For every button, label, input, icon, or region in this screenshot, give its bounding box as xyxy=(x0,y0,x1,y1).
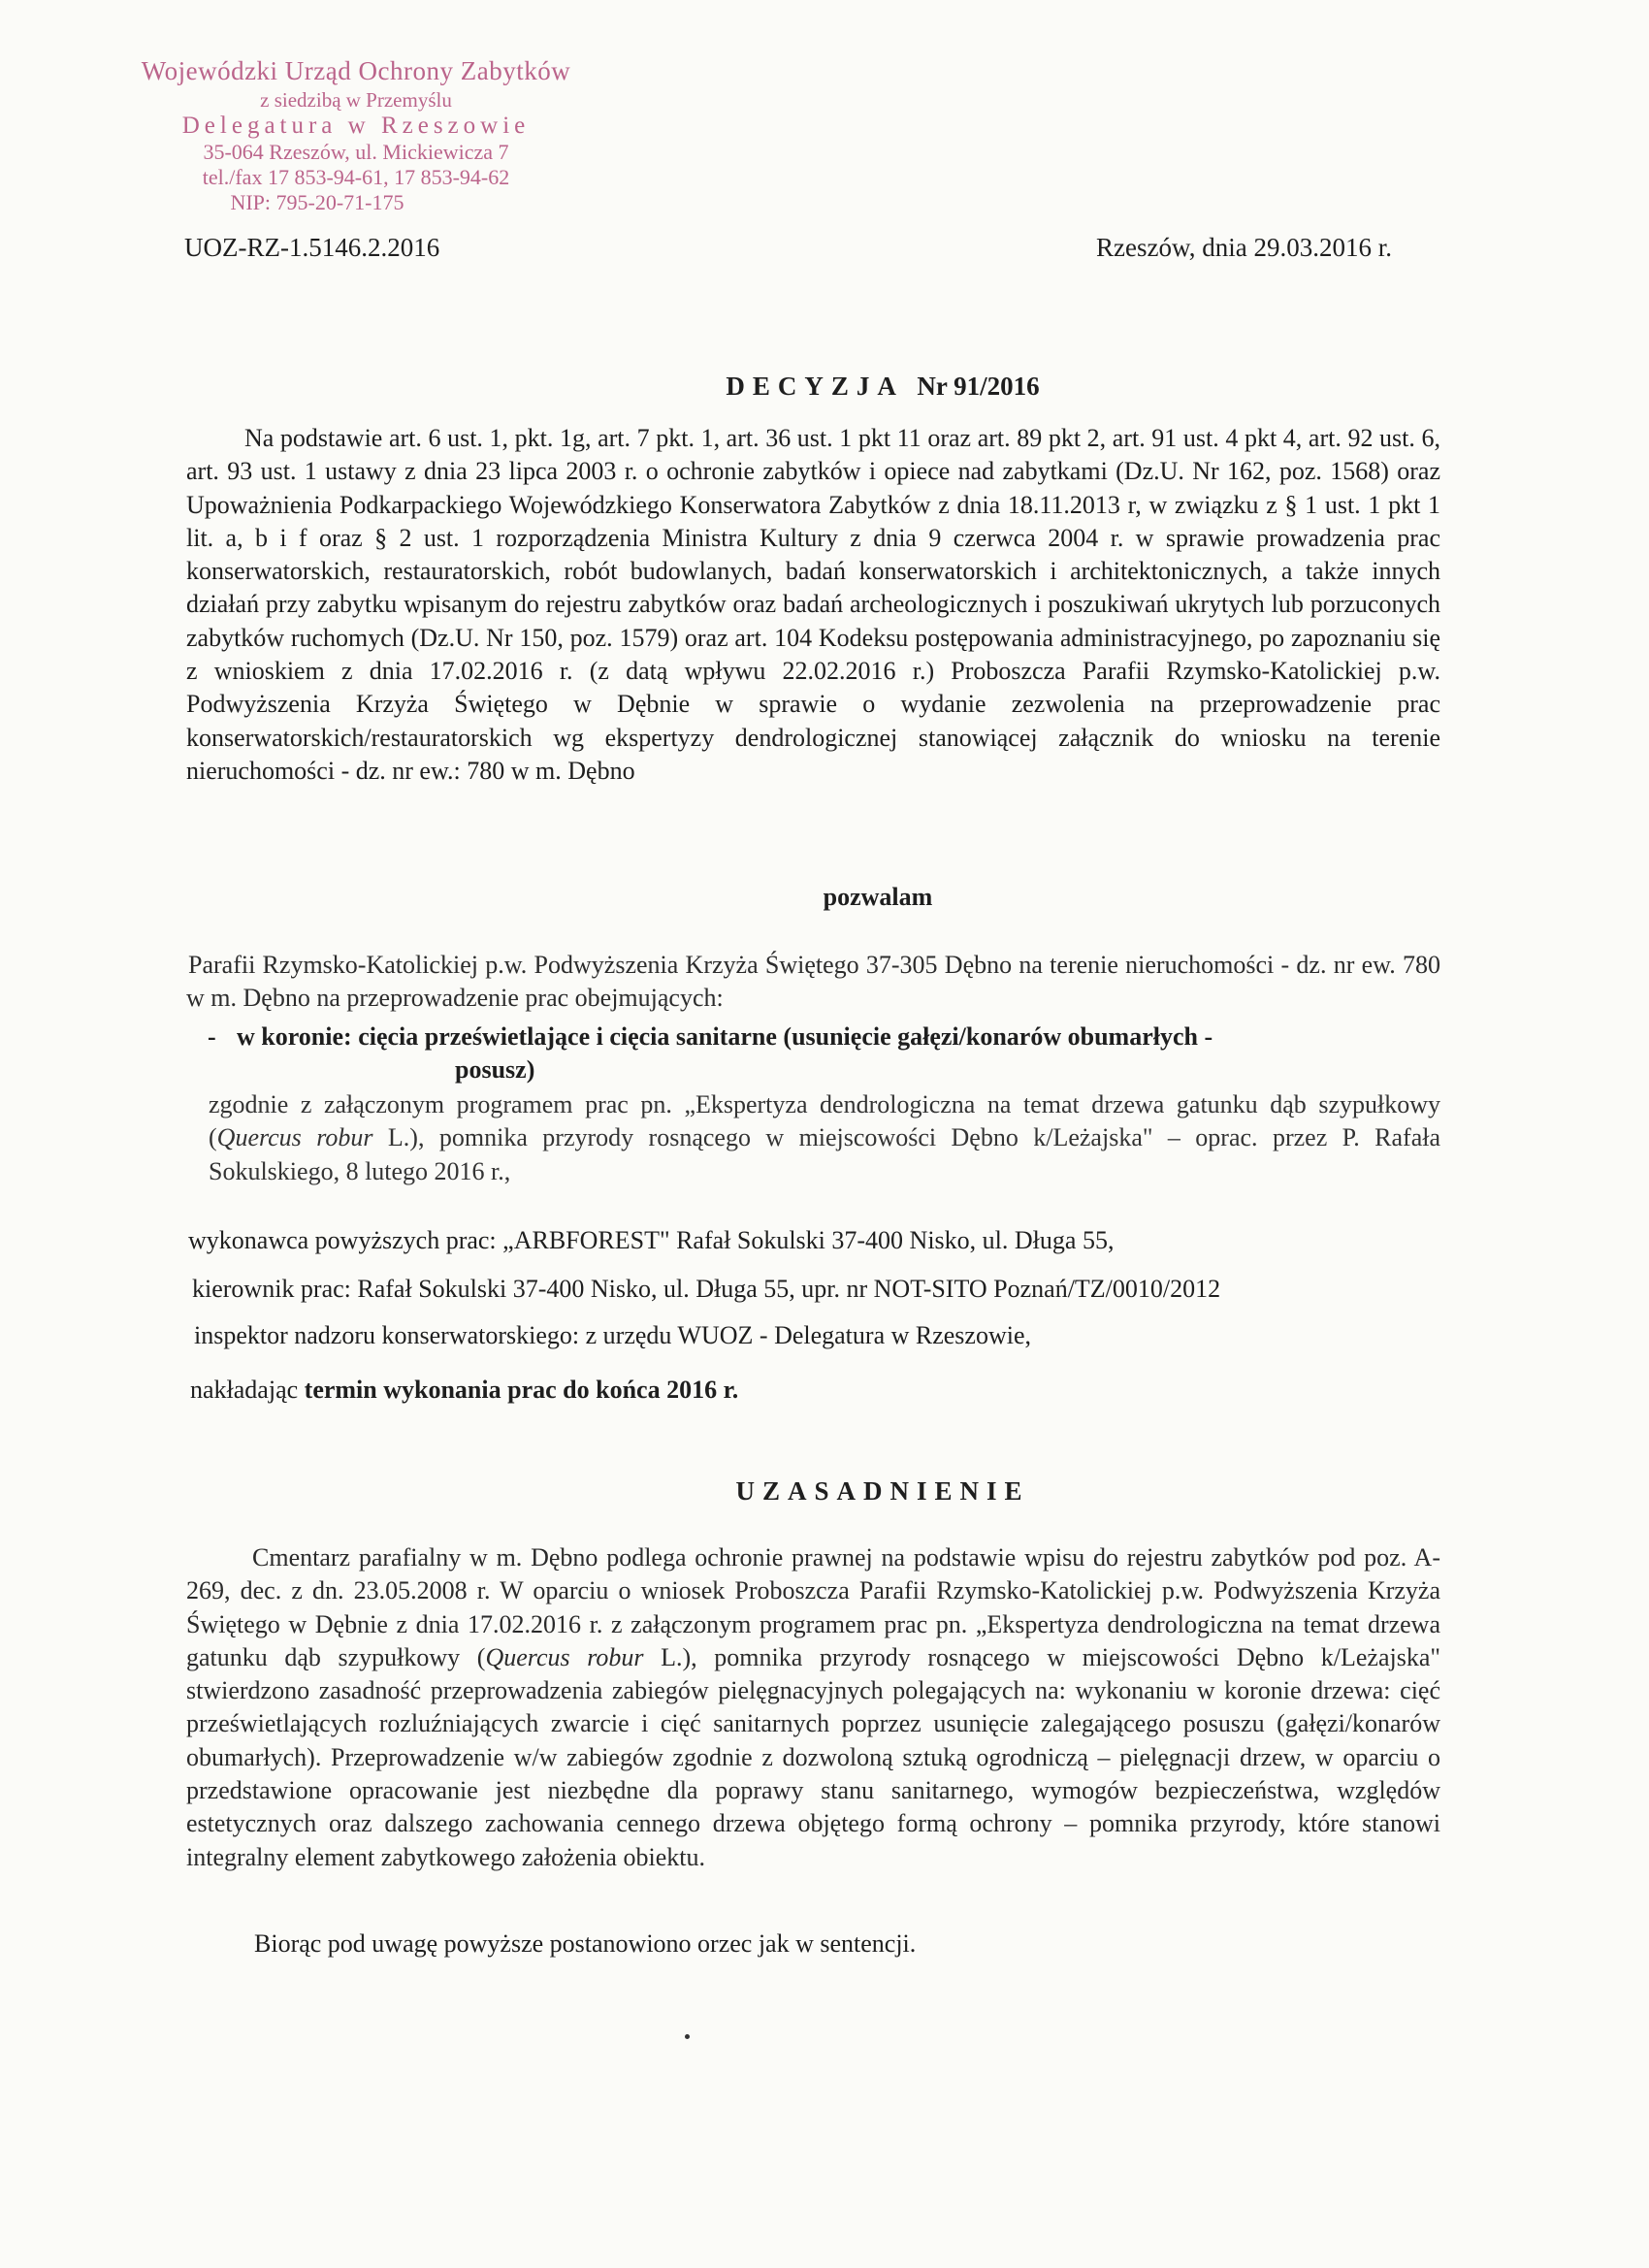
scan-mark xyxy=(685,2034,690,2039)
stamp-line: tel./fax 17 853-94-61, 17 853-94-62 xyxy=(202,165,510,189)
justification-paragraph xyxy=(186,1541,1440,1874)
inspector-line xyxy=(194,1321,1031,1350)
decision-title-word: DECYZJA xyxy=(726,372,904,401)
program-text: L.), pomnika przyrody rosnącego w miejscowości Dębno k/Leżajska" – oprac. przez P. Rafała Sokulskiego, 8 lutego 2016 r., xyxy=(209,1123,1441,1185)
manager-label: kierownik prac: xyxy=(192,1275,358,1303)
latin-species-name: Quercus robur xyxy=(485,1642,644,1671)
term-line xyxy=(190,1376,738,1405)
manager-value: Rafał Sokulski 37-400 Nisko, ul. Długa 55, upr. nr NOT-SITO Poznań/TZ/0010/2012 xyxy=(357,1275,1221,1303)
stamp-line: z siedzibą w Przemyślu xyxy=(260,88,452,112)
justification-text: L.), pomnika przyrody rosnącego w miejscowości Dębno k/Leżajska" stwierdzono zasadność przeprowadzenia zabiegów pielęgnacyjnych polegających na: wykonaniu w koronie drzewa: cięć prześwietlających rozluźniających zwarcie i cięć sanitarnych poprzez usunięcie zalegającego posuszu (gałęzi/konarów obumarłych). Przeprowadzenie w/w zabiegów zgodnie z dozwoloną sztuką ogrodniczą – pielęgnacji drzew, w oparciu o przedstawione opracowanie jest niezbędne dla poprawy stanu sanitarnego, wymogów bezpieczeństwa, względów estetycznych oraz dalszego zachowania cennego drzewa objętego formą ochrony – pomnika przyrody, które stanowi integralny element zabytkowego założenia obiektu. xyxy=(186,1642,1441,1871)
latin-species-name: Quercus robur xyxy=(216,1123,373,1152)
program-text: zgodnie z załączonym programem prac pn. „Ekspertyza dendrologiczna na temat drzewa gatunku dąb szypułkowy ( xyxy=(209,1090,1440,1152)
scope-line: posusz) xyxy=(455,1055,535,1084)
scope-of-work xyxy=(208,1021,1459,1086)
term-prefix: nakładając xyxy=(190,1376,305,1404)
allow-heading: pozwalam xyxy=(823,883,933,911)
place-date: Rzeszów, dnia 29.03.2016 r. xyxy=(1096,233,1392,262)
contractor-label: wykonawca powyższych prac: xyxy=(188,1226,503,1254)
decision-number: Nr 91/2016 xyxy=(917,372,1040,401)
manager-line xyxy=(192,1275,1220,1304)
scope-dash: - xyxy=(208,1022,216,1051)
stamp-line: Wojewódzki Urząd Ochrony Zabytków xyxy=(141,56,571,85)
stamp-line: NIP: 795-20-71-175 xyxy=(230,190,404,214)
inspector-label: inspektor nadzoru konserwatorskiego: xyxy=(194,1321,586,1349)
reference-number: UOZ-RZ-1.5146.2.2016 xyxy=(184,233,440,262)
inspector-value: z urzędu WUOZ - Delegatura w Rzeszowie, xyxy=(585,1321,1032,1349)
program-paragraph xyxy=(209,1088,1440,1188)
party-paragraph: Parafii Rzymsko-Katolickiej p.w. Podwyższenia Krzyża Świętego 37-305 Dębno na terenie nieruchomości - dz. nr ew. 780 w m. Dębno na przeprowadzenie prac obejmujących: xyxy=(186,951,1440,1013)
term-deadline: termin wykonania prac do końca 2016 r. xyxy=(304,1376,739,1404)
contractor-line xyxy=(188,1226,1114,1255)
stamp-line: Delegatura w Rzeszowie xyxy=(181,113,531,139)
justification-title: UZASADNIENIE xyxy=(735,1476,1030,1506)
scope-line: w koronie: cięcia prześwietlające i cięcia sanitarne (usunięcie gałęzi/konarów obumarłych - xyxy=(237,1022,1213,1051)
justification-text: Cmentarz parafialny w m. Dębno podlega ochronie prawnej na podstawie wpisu do rejestru zabytków pod poz. A-269, dec. z dn. 23.05.2008 r. W oparciu o wniosek Proboszcza Parafii Rzymsko-Katolickiej p.w. Podwyższenia Krzyża Świętego w Dębnie z dnia 17.02.2016 r. z załączonym programem prac pn. „Ekspertyza dendrologiczna na temat drzewa gatunku dąb szypułkowy ( xyxy=(186,1543,1440,1671)
stamp-line: 35-064 Rzeszów, ul. Mickiewicza 7 xyxy=(203,140,509,164)
decision-title xyxy=(58,372,1649,402)
contractor-value: „ARBFOREST" Rafał Sokulski 37-400 Nisko, ul. Długa 55, xyxy=(502,1226,1115,1254)
legal-basis-paragraph: Na podstawie art. 6 ust. 1, pkt. 1g, art. 7 pkt. 1, art. 36 ust. 1 pkt 11 oraz art. 89 pkt 2, art. 91 ust. 4 pkt 4, art. 92 ust. 6, art. 93 ust. 1 ustawy z dnia 23 lipca 2003 r. o ochronie zabytków i opiece nad zabytkami (Dz.U. Nr 162, poz. 1568) oraz Upoważnienia Podkarpackiego Wojewódzkiego Konserwatora Zabytków z dnia 18.11.2013 r, w związku z § 1 ust. 1 pkt 1 lit. a, b i f oraz § 2 ust. 1 rozporządzenia Ministra Kultury z dnia 9 czerwca 2004 r. w sprawie prowadzenia prac konserwatorskich, restauratorskich, robót budowlanych, badań konserwatorskich i architektonicznych, a także innych działań przy zabytku wpisanym do rejestru zabytków oraz badań archeologicznych i poszukiwań ukrytych lub porzuconych zabytków ruchomych (Dz.U. Nr 150, poz. 1579) oraz art. 104 Kodeksu postępowania administracyjnego, po zapoznaniu się z wnioskiem z dnia 17.02.2016 r. (z datą wpływu 22.02.2016 r.) Proboszcza Parafii Rzymsko-Katolickiej p.w. Podwyższenia Krzyża Świętego w Dębnie w sprawie o wydanie zezwolenia na przeprowadzenie prac konserwatorskich/restauratorskich wg ekspertyzy dendrologicznej stanowiącej załącznik do wniosku na terenie nieruchomości - dz. nr ew.: 780 w m. Dębno xyxy=(186,424,1440,785)
office-stamp xyxy=(128,56,584,215)
conclusion-paragraph: Biorąc pod uwagę powyższe postanowiono orzec jak w sentencji. xyxy=(254,1929,917,1958)
